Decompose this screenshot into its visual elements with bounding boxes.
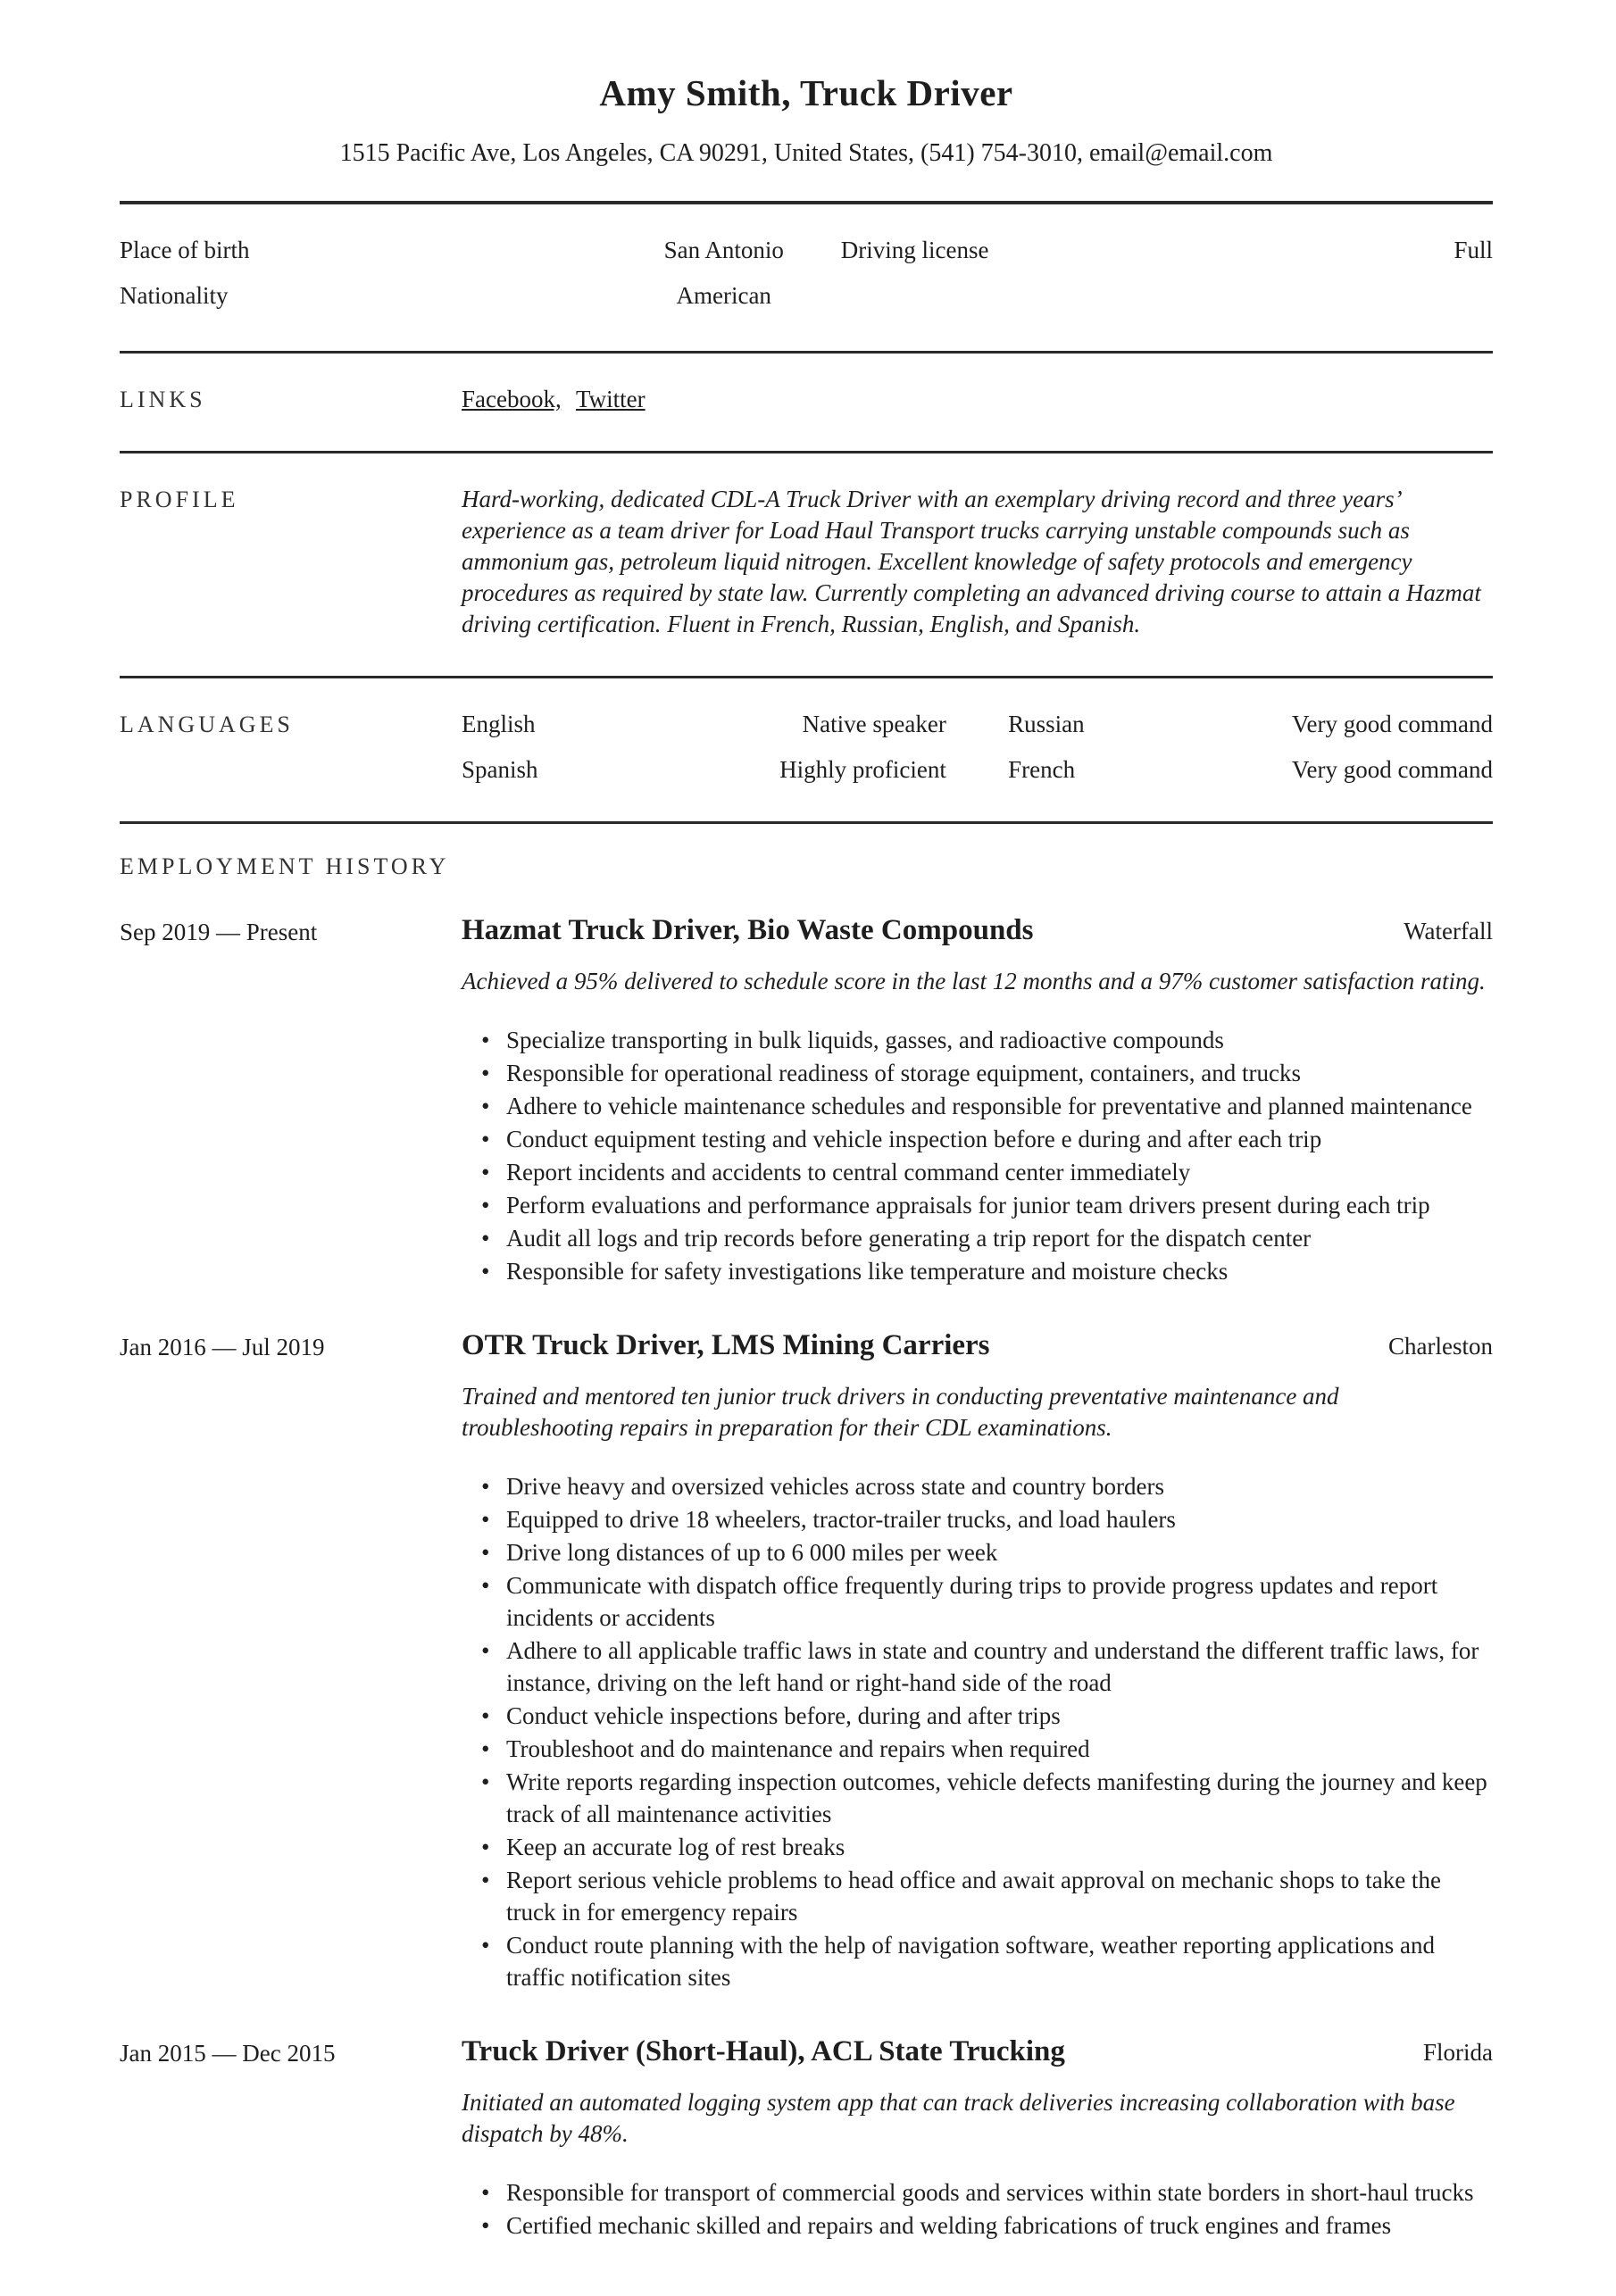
language-entry-french	[1008, 754, 1493, 786]
language-level-spanish: Highly proficient	[779, 756, 946, 783]
job-head	[462, 2034, 1493, 2069]
bullet-item: • Equipped to drive 18 wheelers, tractor-trailer trucks, and load haulers	[462, 1503, 1493, 1535]
languages-section	[120, 678, 1493, 821]
language-level-english: Native speaker	[802, 711, 946, 737]
details-row-1	[120, 235, 1493, 266]
job-bullet-list	[462, 2176, 1493, 2242]
job-summary: Initiated an automated logging system app that can track deliveries increasing collaboration with base dispatch by 48%.	[462, 2089, 1455, 2147]
bullet-item: • Report incidents and accidents to central command center immediately	[462, 1156, 1493, 1188]
job-bullet-list	[462, 1470, 1493, 1993]
links-section	[120, 354, 1493, 451]
language-name-english: English	[462, 711, 536, 737]
bullet-item: • Write reports regarding inspection outcomes, vehicle defects manifesting during the journey and keep track of all maintenance activities	[462, 1766, 1493, 1830]
language-entry-english	[462, 709, 946, 740]
language-level-russian: Very good command	[1292, 711, 1493, 737]
bullet-item: • Adhere to vehicle maintenance schedules and responsible for preventative and planned maintenance	[462, 1090, 1493, 1122]
contact-line: 1515 Pacific Ave, Los Angeles, CA 90291, United States, (541) 754-3010, email@email.com	[339, 139, 1273, 167]
job-title: Truck Driver (Short-Haul), ACL State Trucking	[462, 2035, 1065, 2067]
languages-content	[462, 709, 1493, 786]
job-bullet-list	[462, 1024, 1493, 1287]
job-dates: Jan 2015 — Dec 2015	[120, 2040, 336, 2067]
languages-column-2	[1008, 709, 1493, 786]
link-twitter[interactable]: Twitter	[575, 386, 646, 412]
job-head	[462, 912, 1493, 948]
job-head	[462, 1327, 1493, 1363]
bullet-item: • Certified mechanic skilled and repairs and welding fabrications of truck engines and frames	[462, 2209, 1493, 2242]
bullet-item: • Drive heavy and oversized vehicles across state and country borders	[462, 1470, 1493, 1502]
bullet-item: • Specialize transporting in bulk liquids, gasses, and radioactive compounds	[462, 1024, 1493, 1056]
job-main	[462, 912, 1493, 1288]
bullet-item: • Responsible for transport of commercial goods and services within state borders in short-haul trucks	[462, 2176, 1493, 2209]
job-main	[462, 2034, 1493, 2242]
language-entry-spanish	[462, 754, 946, 786]
employment-heading: EMPLOYMENT HISTORY	[120, 853, 450, 879]
profile-heading: PROFILE	[120, 487, 239, 512]
job-summary: Trained and mentored ten junior truck drivers in conducting preventative maintenance and troubleshooting repairs in preparation for their CDL examinations.	[462, 1383, 1339, 1441]
links-content	[462, 384, 1493, 415]
profile-text: Hard-working, dedicated CDL-A Truck Driver with an exemplary driving record and three years’ experience as a team driver for Load Haul Transport trucks carrying unstable compounds such as ammonium gas, petroleum liquid nitrogen. Excellent knowledge of safety protocols and emergency procedures as required by state law. Currently completing an advanced driving course to attain a Hazmat driving certification. Fluent in French, Russian, English, and Spanish.	[462, 486, 1481, 637]
languages-heading: LANGUAGES	[120, 711, 294, 737]
job-otr-truck-driver	[120, 1327, 1493, 1994]
bullet-item: • Responsible for safety investigations like temperature and moisture checks	[462, 1255, 1493, 1287]
job-dates: Jan 2016 — Jul 2019	[120, 1334, 325, 1360]
bullet-item: • Responsible for operational readiness of storage equipment, containers, and trucks	[462, 1057, 1493, 1089]
job-short-haul-truck-driver	[120, 2034, 1493, 2242]
bullet-item: • Keep an accurate log of rest breaks	[462, 1831, 1493, 1863]
links-heading: LINKS	[120, 387, 206, 412]
language-level-french: Very good command	[1292, 756, 1493, 783]
bullet-item: • Conduct route planning with the help of navigation software, weather reporting applications and traffic notification sites	[462, 1929, 1493, 1993]
driving-license-value: Full	[1454, 237, 1493, 263]
page-title: Amy Smith, Truck Driver	[599, 72, 1013, 113]
job-title: Hazmat Truck Driver, Bio Waste Compounds	[462, 914, 1034, 946]
driving-license-label: Driving license	[840, 237, 989, 263]
language-name-spanish: Spanish	[462, 756, 538, 783]
job-hazmat-truck-driver	[120, 912, 1493, 1288]
bullet-item: • Conduct equipment testing and vehicle inspection before e during and after each trip	[462, 1123, 1493, 1155]
bullet-item: • Drive long distances of up to 6 000 miles per week	[462, 1536, 1493, 1568]
nationality-value: American	[676, 282, 771, 309]
languages-column-1	[462, 709, 946, 786]
place-of-birth-value: San Antonio	[663, 237, 784, 263]
nationality-label: Nationality	[120, 282, 229, 309]
bullet-item: • Perform evaluations and performance appraisals for junior team drivers present during each trip	[462, 1189, 1493, 1221]
details-row-2	[120, 280, 1493, 312]
job-title: OTR Truck Driver, LMS Mining Carriers	[462, 1329, 990, 1361]
language-name-french: French	[1008, 756, 1076, 783]
employment-section	[120, 824, 1493, 2242]
bullet-item: • Audit all logs and trip records before generating a trip report for the dispatch center	[462, 1222, 1493, 1254]
job-location: Waterfall	[1404, 918, 1493, 944]
job-location: Charleston	[1388, 1333, 1493, 1360]
language-name-russian: Russian	[1008, 711, 1085, 737]
languages-grid	[462, 709, 1493, 786]
bullet-item: • Troubleshoot and do maintenance and repairs when required	[462, 1733, 1493, 1765]
languages-grid-gap	[946, 709, 1008, 786]
bullet-item: • Communicate with dispatch office frequently during trips to provide progress updates and report incidents or accidents	[462, 1569, 1493, 1634]
link-facebook[interactable]: Facebook,	[462, 386, 562, 412]
bullet-item: • Conduct vehicle inspections before, during and after trips	[462, 1700, 1493, 1732]
details-section	[120, 204, 1493, 351]
language-entry-russian	[1008, 709, 1493, 740]
bullet-item: • Adhere to all applicable traffic laws in state and country and understand the different traffic laws, for instance, driving on the left hand or right-hand side of the road	[462, 1635, 1493, 1699]
job-main	[462, 1327, 1493, 1994]
place-of-birth-label: Place of birth	[120, 237, 250, 263]
job-location: Florida	[1423, 2039, 1493, 2066]
profile-section	[120, 453, 1493, 676]
job-dates: Sep 2019 — Present	[120, 919, 318, 945]
job-summary: Achieved a 95% delivered to schedule score in the last 12 months and a 97% customer satisfaction rating.	[462, 968, 1486, 994]
bullet-item: • Report serious vehicle problems to head office and await approval on mechanic shops to take the truck in for emergency repairs	[462, 1864, 1493, 1928]
